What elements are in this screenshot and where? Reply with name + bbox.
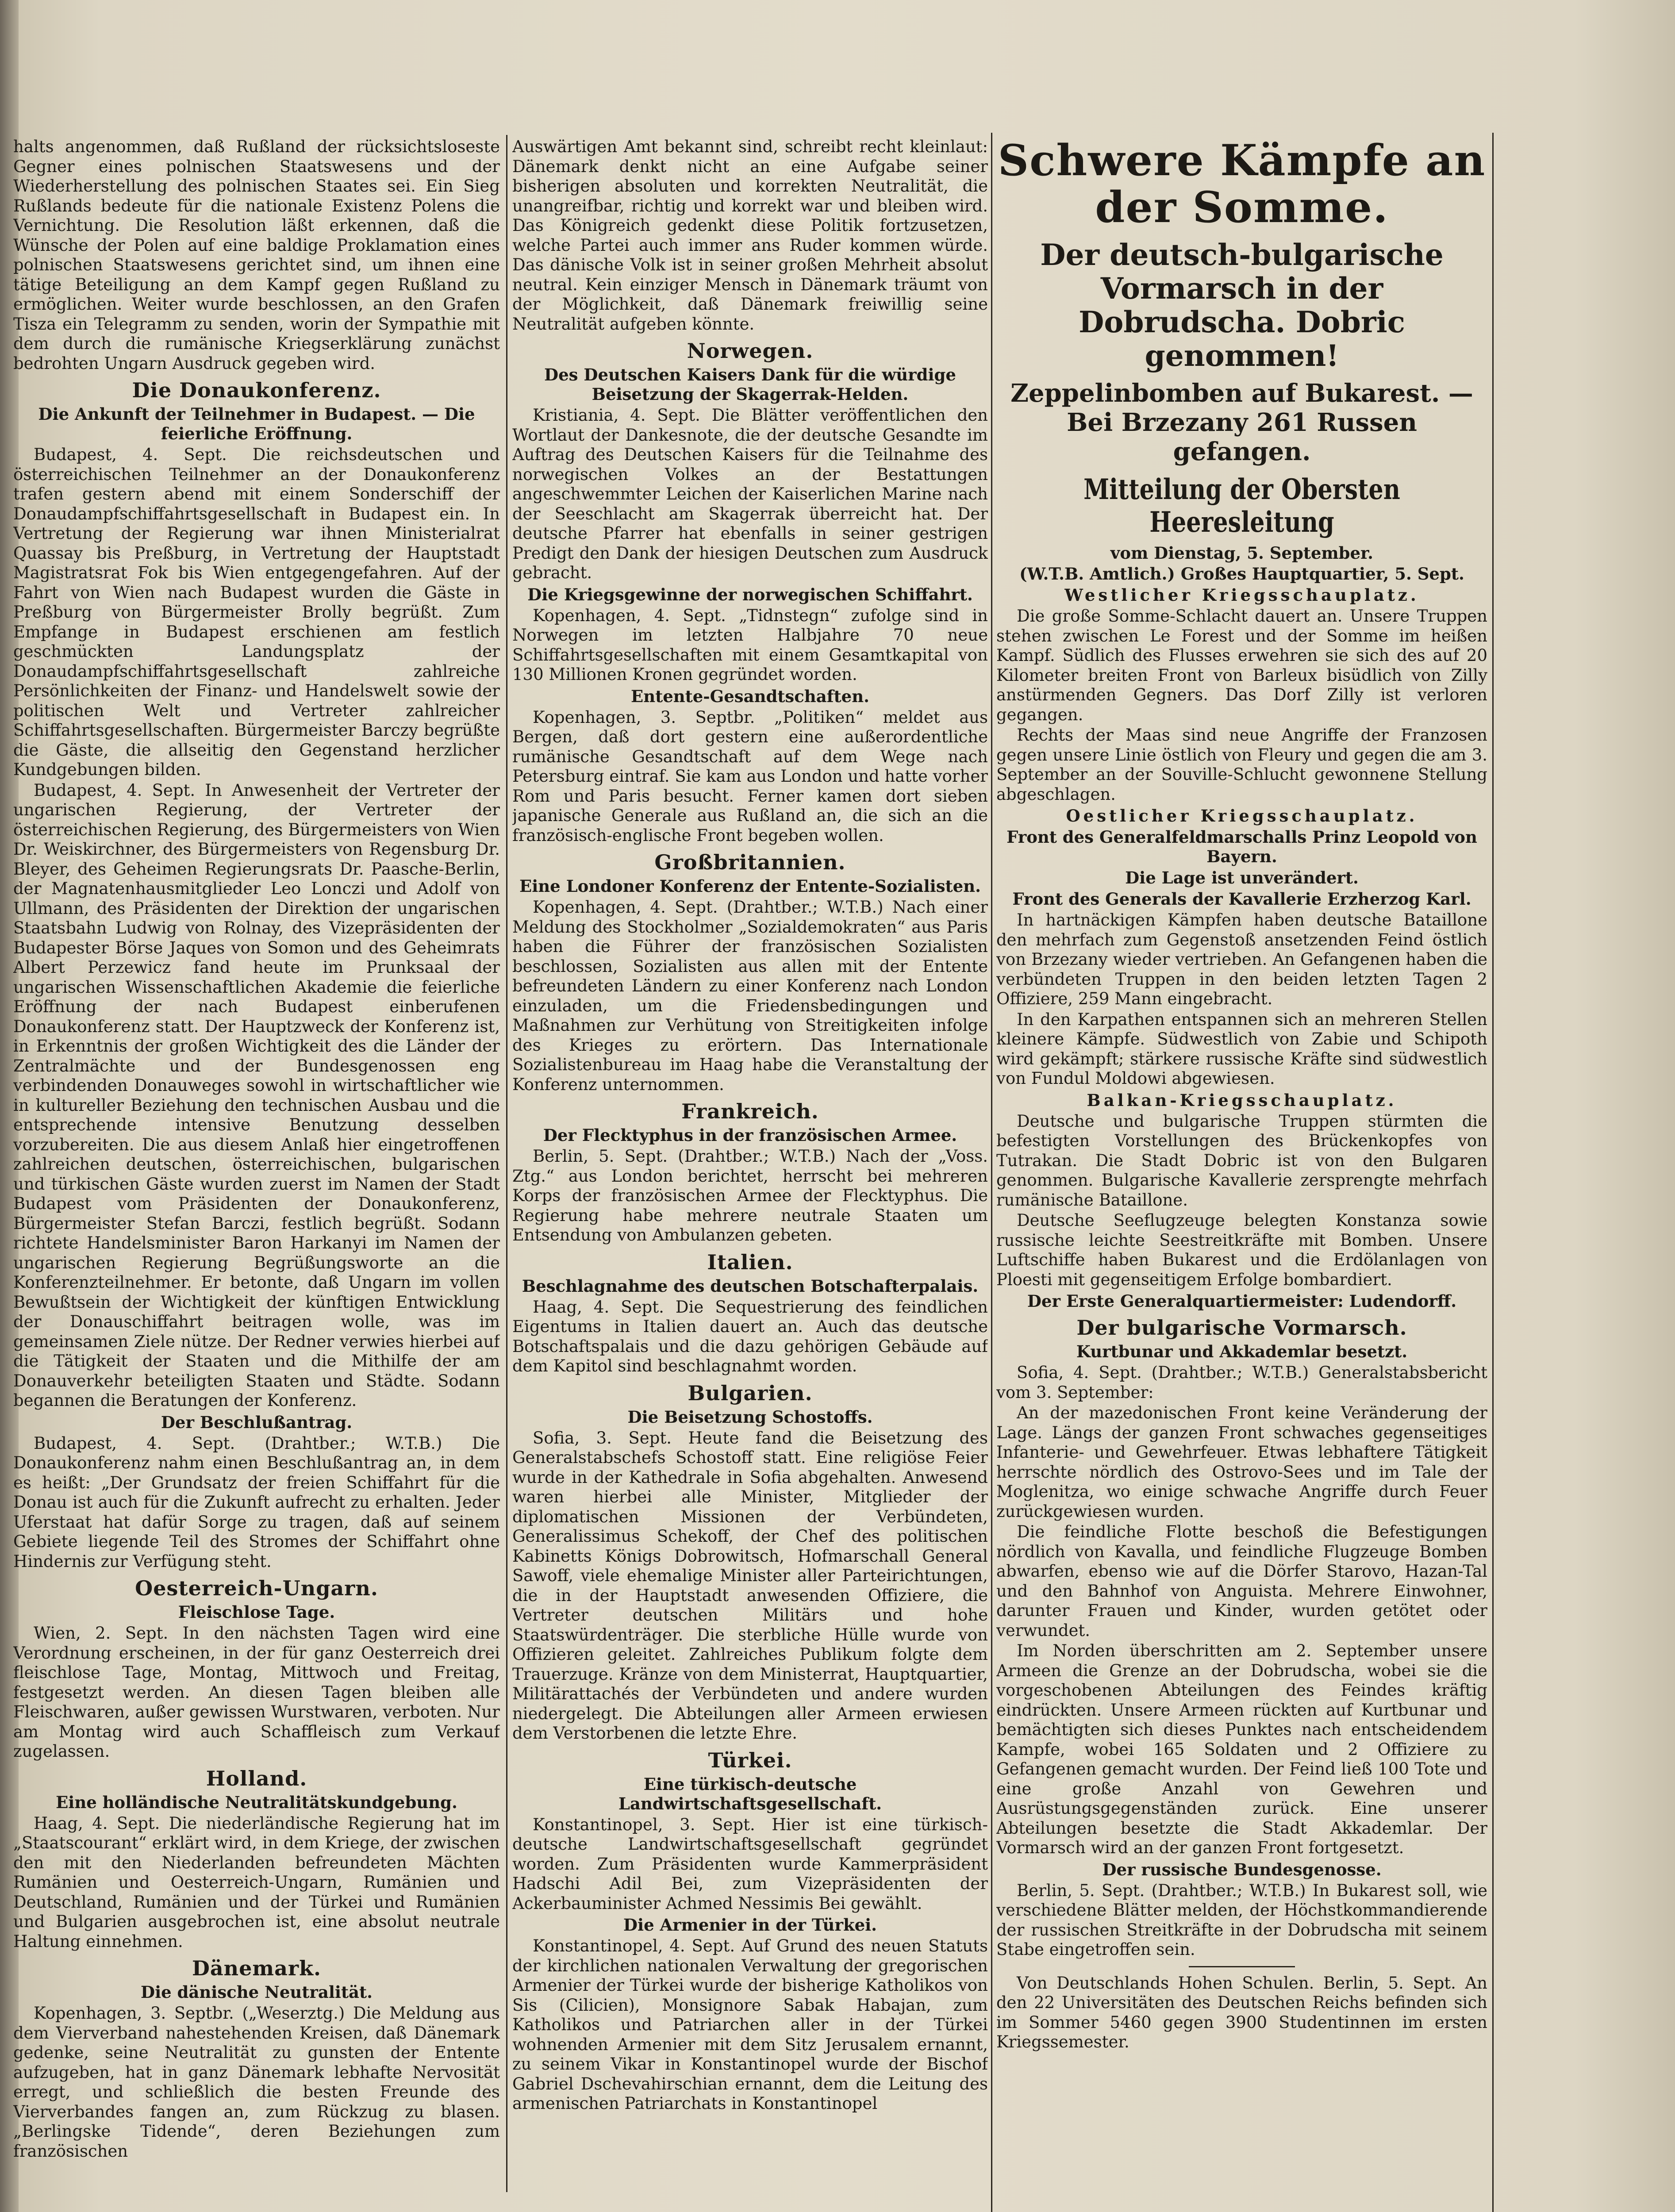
- article-paragraph: Konstantinopel, 3. Sept. Hier ist eine türkisch-deutsche Landwirtschaftsgesellschaft gegründet worden. Zum Präsidenten wurde Kammerpräsident Hadschi Adil Bei, zum Vizepräsidenten der Ackerbauminister Achmed Nessimis Bei gewählt.: [512, 1815, 988, 1913]
- section-heading: Norwegen.: [687, 339, 814, 363]
- section-heading: Der bulgarische Vormarsch.: [1076, 1316, 1407, 1340]
- section-heading: Bulgarien.: [688, 1381, 813, 1405]
- article-subheading: Die dänische Neutralität.: [140, 1982, 373, 2002]
- article-paragraph: Kopenhagen, 4. Sept. (Drahtber.; W.T.B.) Nach einer Meldung des Stockholmer „Sozialdemokraten“ aus Paris haben die Führer der französischen Sozialisten beschlossen, Sozialisten aus allen mit der Entente befreundeten Ländern zu einer Konferenz nach London einzuladen, um die Friedensbedingungen und Maßnahmen zur Verhütung von Streitigkeiten infolge des Krieges zu erörtern. Das Internationale Sozialistenbureau im Haag habe die Veranstaltung der Konferenz unternommen.: [512, 898, 988, 1094]
- report-paragraph: Sofia, 4. Sept. (Drahtber.; W.T.B.) Generalstabsbericht vom 3. September:: [996, 1363, 1487, 1402]
- article-subheading: Fleischlose Tage.: [178, 1602, 335, 1622]
- article-paragraph: Kopenhagen, 3. Septbr. („Weserztg.) Die Meldung aus dem Vierverband nahestehenden Kreisen, daß Dänemark gedenke, seine Neutralität zu gunsten der Entente aufzugeben, hat in ganz Dänemark lebhafte Nervosität erregt, und schließlich die besten Freunde des Vierverbandes fangen an, zum Rückzug zu blasen. „Berlingske Tidende“, deren Beziehungen zum französischen: [13, 2004, 500, 2161]
- article-subheading: Die Armenier in der Türkei.: [623, 1915, 877, 1935]
- article-paragraph: halts angenommen, daß Rußland der rücksichtsloseste Gegner eines polnischen Staatswesens und der Wiederherstellung des polnischen Staates sei. Ein Sieg Rußlands bedeute für die nationale Existenz Polens die Vernichtung. Die Resolution läßt erkennen, daß die Wünsche der Polen auf eine baldige Proklamation eines polnischen Staatswesens gerichtet sind, um ihnen eine tätige Beteiligung an dem Kampf gegen Rußland zu ermöglichen. Weiter wurde beschlossen, an den Grafen Tisza ein Telegramm zu senden, worin der Sympathie mit dem durch die rumänische Kriegserklärung zunächst bedrohten Ungarn Ausdruck gegeben wird.: [13, 137, 500, 373]
- theater-heading: Oestlicher Kriegsschauplatz.: [1066, 806, 1418, 826]
- report-paragraph: Deutsche und bulgarische Truppen stürmten die befestigten Vorstellungen des Brückenkopfes von Tutrakan. Die Stadt Dobric ist von den Bulgaren genommen. Bulgarische Kavallerie zersprengte mehrfach rumänische Bataillone.: [996, 1111, 1487, 1210]
- article-paragraph: Berlin, 5. Sept. (Drahtber.; W.T.B.) Nach der „Voss. Ztg.“ aus London berichtet, herrscht bei mehreren Korps der französischen Armee der Flecktyphus. Die Regierung habe mehrere neutrale Staaten um Entsendung von Ambulanzen gebeten.: [512, 1147, 988, 1244]
- section-heading: Holland.: [206, 1766, 307, 1790]
- article-paragraph: Konstantinopel, 4. Sept. Auf Grund des neuen Statuts der kirchlichen nationalen Verwaltung der gregorischen Armenier der Türkei wurde der bisherige Katholikos von Sis (Cilicien), Monsignore Sabak Habajan, zum Katholikos und Patriarchen aller in der Türkei wohnenden Armenier mit dem Sitz Jerusalem ernannt, zu seinem Vikar in Konstantinopel wurde der Bischof Gabriel Dschevahirschian ernannt, dem die Leitung des armenischen Patriarchats in Konstantinopel: [512, 1936, 988, 2113]
- article-subheading: Die Beisetzung Schostoffs.: [627, 1407, 873, 1427]
- article-subheading: Entente-Gesandtschaften.: [631, 686, 869, 706]
- article-paragraph: Auswärtigen Amt bekannt sind, schreibt recht kleinlaut: Dänemark denkt nicht an eine Aufgabe seiner bisherigen absoluten und korrekten Neutralität, die unangreifbar, richtig und korrekt war und bleiben wird. Das Königreich gedenkt diese Politik fortzusetzen, welche Partei auch immer ans Ruder kommen würde. Das dänische Volk ist in seiner großen Mehrheit absolut neutral. Kein einziger Mensch in Dänemark träumt von der Möglichkeit, daß Dänemark freiwillig seine Neutralität aufgeben könnte.: [512, 137, 988, 334]
- theater-heading: Balkan-Kriegsschauplatz.: [1087, 1090, 1397, 1110]
- report-paragraph: An der mazedonischen Front keine Veränderung der Lage. Längs der ganzen Front schwaches gegenseitiges Infanterie- und Gewehrfeuer. Etwas lebhaftere Tätigkeit herrschte nördlich des Ostrovo-Sees und im Tale der Moglenitza, wo einige schwache Angriffe durch Feuer zurückgewiesen wurden.: [996, 1403, 1487, 1521]
- report-paragraph: Die feindliche Flotte beschoß die Befestigungen nördlich von Kavalla, und feindliche Flugzeuge Bomben abwarfen, ebenso wie auf die Dörfer Starovo, Hazan-Tal und den Bahnhof von Anguista. Mehrere Einwohner, darunter Frauen und Kinder, wurden getötet oder verwundet.: [996, 1522, 1487, 1640]
- section-heading: Türkei.: [708, 1748, 792, 1772]
- separator-rule: [1189, 1966, 1295, 1967]
- section-heading: Großbritannien.: [654, 850, 846, 874]
- main-headline: Schwere Kämpfe an der Somme.: [998, 137, 1486, 232]
- article-subheading: Beschlagnahme des deutschen Botschafterpalais.: [522, 1276, 979, 1296]
- report-paragraph: Die große Somme-Schlacht dauert an. Unsere Truppen stehen zwischen Le Forest und der Somme im heißen Kampf. Südlich des Flusses erwehren sie sich des auf 20 Kilometer breiten Front von Barleux bisüdlich von Zilly anstürmenden Gegners. Das Dorf Zilly ist verloren gegangen.: [996, 607, 1487, 724]
- article-subheading: Die Kriegsgewinne der norwegischen Schiffahrt.: [527, 584, 973, 604]
- article-paragraph: Budapest, 4. Sept. In Anwesenheit der Vertreter der ungarischen Regierung, der Vertreter der österreichischen Regierung, des Bürgermeisters von Wien Dr. Weiskirchner, des Bürgermeisters von Regensburg Dr. Bleyer, des Geheimen Regierungsrats Dr. Paasche-Berlin, der Magnatenhausmitglieder Leo Lonczi und Adolf von Ullmann, des Präsidenten der Direktion der ungarischen Staatsbahn Ludwig von Rolnay, des Vizepräsidenten der Budapester Börse Jaques von Somon und des Geheimrats Albert Perzewicz fand heute im Prunksaal der ungarischen Wissenschaftlichen Akademie die feierliche Eröffnung der nach Budapest einberufenen Donaukonferenz statt. Der Hauptzweck der Konferenz ist, in Erkenntnis der großen Wichtigkeit des die Länder der Zentralmächte und der Bundesgenossen eng verbindenden Donauweges sowohl in wirtschaftlicher wie in kultureller Beziehung den technischen Ausbau und die entsprechende intensive Benutzung desselben vorzubereiten. Die aus diesem Anlaß hier eingetroffenen zahlreichen deutschen, österreichischen, bulgarischen und türkischen Gäste wurden zuerst im Namen der Stadt Budapest vom Präsidenten der Donaukonferenz, Bürgermeister Stefan Barczi, festlich begrüßt. Sodann richtete Handelsminister Baron Harkanyi im Namen der ungarischen Regierung Begrüßungsworte an die Konferenzteilnehmer. Er betonte, daß Ungarn im vollen Bewußtsein der Wichtigkeit der künftigen Entwicklung der Donauschiffahrt beitragen wolle, was im gemeinsamen Ziele nütze. Der Redner verwies hierbei auf die Tätigkeit der Staaten und die Mithilfe der am Donauverkehr beteiligten Staaten und Städte. Sodann begannen die Beratungen der Konferenz.: [13, 780, 500, 1410]
- article-paragraph: Kopenhagen, 3. Septbr. „Politiken“ meldet aus Bergen, daß dort gestern eine außerordentliche rumänische Gesandtschaft auf dem Wege nach Petersburg eintraf. Sie kam aus London und hatte vorher Rom und Paris besucht. Ferner kamen dort sieben japanische Generale aus Rußland an, die sich an die französisch-englische Front begeben wollen.: [512, 707, 988, 845]
- secondary-headline: Der deutsch-bulgarische Vormarsch in der Dobrudscha. Dobric genommen!: [1040, 238, 1444, 373]
- article-paragraph: Budapest, 4. Sept. (Drahtber.; W.T.B.) Die Donaukonferenz nahm einen Beschlußantrag an, in dem es heißt: „Der Grundsatz der freien Schiffahrt für die Donau ist auch für die Zukunft aufrecht zu erhalten. Jeder Uferstaat hat dafür Sorge zu tragen, daß auf seinem Gebiete liegende Teil des Stromes der Schiffahrt ohne Hindernis zur Verfügung steht.: [13, 1433, 500, 1571]
- column-2: [512, 137, 988, 2212]
- front-heading: Front des Generalfeldmarschalls Prinz Leopold von Bayern.: [1007, 827, 1477, 866]
- theater-heading: Westlicher Kriegsschauplatz.: [1064, 585, 1419, 605]
- article-paragraph: Kristiania, 4. Sept. Die Blätter veröffentlichen den Wortlaut der Dankesnote, die der deutsche Gesandte im Auftrag des Deutschen Kaisers für die Teilnahme des norwegischen Volkes an der Bestattungen angeschwemmter Leichen der Kaiserlichen Marine nach der Seeschlacht am Skagerrak überreicht hat. Der deutsche Pfarrer hat ebenfalls in seiner gestrigen Predigt den Dank der hiesigen Deutschen zum Ausdruck gebracht.: [512, 406, 988, 582]
- column-3: [996, 137, 1487, 2212]
- front-heading: Front des Generals der Kavallerie Erzherzog Karl.: [1012, 889, 1471, 909]
- article-subheading: Der Flecktyphus in der französischen Armee.: [543, 1125, 957, 1145]
- report-line: Die Lage ist unverändert.: [1125, 868, 1359, 887]
- section-heading: Frankreich.: [681, 1099, 819, 1123]
- article-paragraph: Kopenhagen, 4. Sept. „Tidnstegn“ zufolge sind in Norwegen im letzten Halbjahre 70 neue Schiffahrtsgesellschaften mit einem Gesamtkapital von 130 Millionen Kronen gegründet worden.: [512, 606, 988, 684]
- report-title: Mitteilung der Obersten Heeresleitung: [1083, 473, 1400, 539]
- article-paragraph: Sofia, 3. Sept. Heute fand die Beisetzung des Generalstabschefs Schostoff statt. Eine religiöse Feier wurde in der Kathedrale in Sofia abgehalten. Anwesend waren hierbei alle Minister, Mitglieder der diplomatischen Missionen der Verbündeten, Generalissimus Schekoff, der Chef des politischen Kabinetts Königs Dobrowitsch, Hofmarschall General Sawoff, viele ehemalige Minister aller Parteirichtungen, die in der Hauptstadt anwesenden Offiziere, die Vertreter deutschen Militärs und hohe Staatswürdenträger. Die sterbliche Hülle wurde von Offizieren geleitet. Zahlreiches Publikum folgte dem Trauerzuge. Kränze von dem Ministerrat, Hauptquartier, Militärattachés der Verbündeten und andere wurden niedergelegt. Die Abteilungen aller Armeen erwiesen dem Verstorbenen die letzte Ehre.: [512, 1428, 988, 1743]
- report-paragraph: In hartnäckigen Kämpfen haben deutsche Bataillone den mehrfach zum Gegenstoß ansetzenden Feind östlich von Brzezany wieder vertrieben. An Gefangenen haben die verbündeten Truppen in den beiden letzten Tagen 2 Offiziere, 259 Mann eingebracht.: [996, 910, 1487, 1008]
- report-paragraph: Berlin, 5. Sept. (Drahtber.; W.T.B.) In Bukarest soll, wie verschiedene Blätter melden, der Höchstkommandierende der russischen Streitkräfte in der Dobrudscha mit seinem Stabe eingetroffen sein.: [996, 1881, 1487, 1959]
- report-paragraph: Rechts der Maas sind neue Angriffe der Franzosen gegen unsere Linie östlich von Fleury und gegen die am 3. September an der Souville-Schlucht gewonnene Stellung abgeschlagen.: [996, 726, 1487, 804]
- report-paragraph: Deutsche Seeflugzeuge belegten Konstanza sowie russische leichte Seestreitkräfte mit Bomben. Unsere Luftschiffe haben Bukarest und die Erdölanlagen von Ploesti mit gegenseitigem Erfolge bombardiert.: [996, 1211, 1487, 1289]
- news-brief: Von Deutschlands Hohen Schulen. Berlin, 5. Sept. An den 22 Universitäten des Deutschen Reichs befinden sich im Sommer 5460 gegen 3900 Studentinnen im ersten Kriegssemester.: [996, 1973, 1487, 2051]
- article-subheading: Der Beschlußantrag.: [161, 1412, 353, 1432]
- article-paragraph: Haag, 4. Sept. Die Sequestrierung des feindlichen Eigentums in Italien dauert an. Auch das deutsche Botschaftspalais und die dazu gehörigen Gebäude auf dem Kapitol sind beschlagnahmt worden.: [512, 1297, 988, 1375]
- report-paragraph: Im Norden überschritten am 2. September unsere Armeen die Grenze an der Dobrudscha, wobei sie die vorgeschobenen Abteilungen des Feindes kräftig eindrückten. Unsere Armeen rückten auf Kurtbunar und bemächtigten sich dieses Punktes nach entscheidendem Kampfe, wobei 165 Soldaten und 2 Offiziere zu Gefangenen gemacht wurden. Der Feind ließ 100 Tote und eine große Anzahl von Gewehren und Ausrüstungsgegenständen zurück. Eine unserer Abteilungen besetzte die Stadt Akkademlar. Der Vormarsch wird an der ganzen Front fortgesetzt.: [996, 1641, 1487, 1857]
- article-subheading: Eine Londoner Konferenz der Entente-Sozialisten.: [519, 876, 981, 896]
- article-subheading: Des Deutschen Kaisers Dank für die würdige Beisetzung der Skagerrak-Helden.: [544, 365, 956, 404]
- article-subheading: Eine holländische Neutralitätskundgebung.: [56, 1792, 457, 1812]
- article-paragraph: Budapest, 4. Sept. Die reichsdeutschen und österreichischen Teilnehmer an der Donaukonferenz trafen gestern abend mit einem Sonderschiff der Donaudampfschiffahrtsgesellschaft in Budapest ein. In Vertretung der Regierung war ihnen Ministerialrat Quassay bis Preßburg, in Vertretung der Hauptstadt Magistratsrat Fok bis Wien entgegengefahren. Auf der Fahrt von Wien nach Budapest wurden die Gäste in Preßburg von Bürgermeister Brolly begrüßt. Zum Empfange in Budapest erschienen am festlich geschmückten Landungsplatz der Donaudampfschiffahrtsgesellschaft zahlreiche Persönlichkeiten der Finanz- und Handelswelt sowie der politischen Welt und Vertreter zahlreicher Schiffahrtsgesellschaften. Bürgermeister Barczy begrüßte die Gäste, die allseitig den Gegenstand herzlicher Kundgebungen bilden.: [13, 445, 500, 779]
- article-paragraph: Haag, 4. Sept. Die niederländische Regierung hat im „Staatscourant“ erklärt wird, in dem Kriege, der zwischen den mit den Niederlanden befreundeten Mächten Rumänien und Oesterreich-Ungarn, Rumänien und Deutschland, Rumänien und der Türkei und Rumänien und Bulgarien ausgebrochen ist, eine absolut neutrale Haltung einnehmen.: [13, 1813, 500, 1951]
- report-date: vom Dienstag, 5. September.: [1110, 543, 1374, 563]
- tertiary-headline: Zeppelinbomben auf Bukarest. — Bei Brzezany 261 Russen gefangen.: [1010, 379, 1473, 466]
- article-paragraph: Wien, 2. Sept. In den nächsten Tagen wird eine Verordnung erscheinen, in der für ganz Oesterreich drei fleischlose Tage, Montag, Mittwoch und Freitag, festgesetzt werden. An diesen Tagen bleiben alle Fleischwaren, außer gewissen Wurstwaren, verboten. Nur am Montag wird auch Schaffleisch zum Verkauf zugelassen.: [13, 1624, 500, 1761]
- article-subheading: Eine türkisch-deutsche Landwirtschaftsgesellschaft.: [618, 1774, 882, 1813]
- section-heading: Die Donaukonferenz.: [132, 378, 381, 402]
- report-signature: Der Erste Generalquartiermeister: Ludendorff.: [1027, 1291, 1457, 1311]
- section-heading: Dänemark.: [192, 1956, 321, 1980]
- column-1: [13, 137, 500, 2212]
- column-rule: [506, 135, 507, 2192]
- report-paragraph: In den Karpathen entspannen sich an mehreren Stellen kleinere Kämpfe. Südwestlich von Zabie und Schipoth wird gekämpft; stärkere russische Kräfte sind südwestlich von Fundul Moldowi abgewiesen.: [996, 1010, 1487, 1088]
- article-subheading: Die Ankunft der Teilnehmer in Budapest. — Die feierliche Eröffnung.: [38, 404, 475, 443]
- section-heading: Oesterreich-Ungarn.: [135, 1576, 378, 1600]
- section-heading: Italien.: [707, 1250, 793, 1274]
- article-subheading: Der russische Bundesgenosse.: [1102, 1859, 1382, 1879]
- article-subheading: Kurtbunar und Akkademlar besetzt.: [1076, 1342, 1408, 1361]
- report-source: (W.T.B. Amtlich.) Großes Hauptquartier, 5. Sept.: [1019, 564, 1464, 584]
